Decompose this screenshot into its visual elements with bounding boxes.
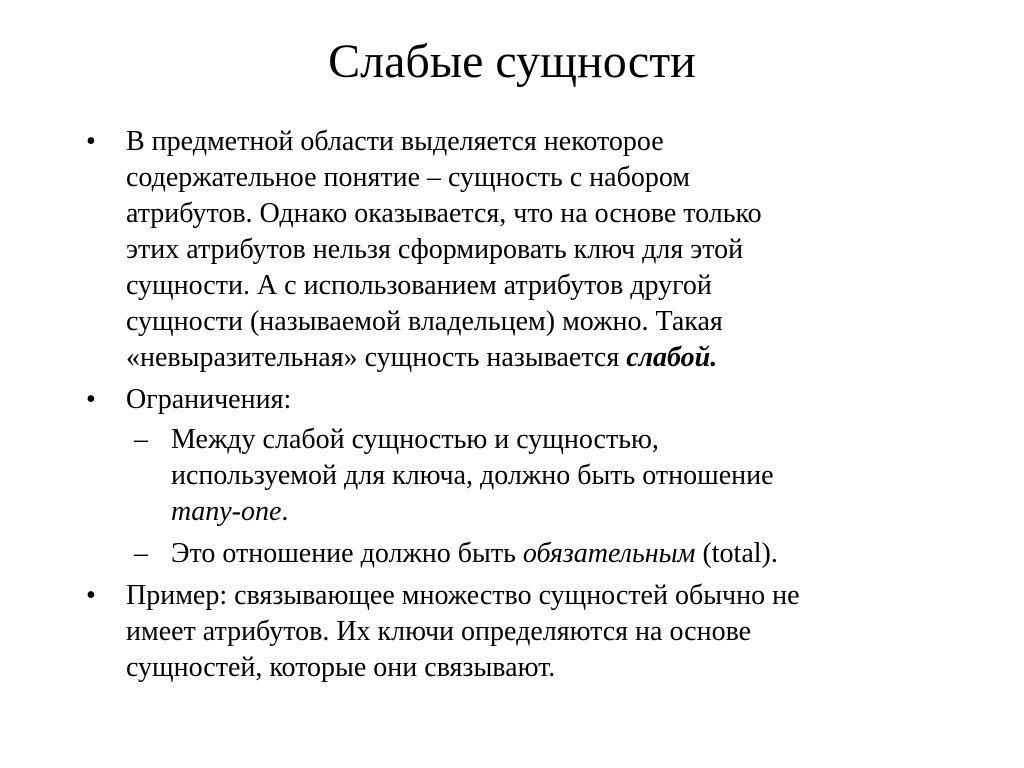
- slide-title: Слабые сущности: [328, 35, 696, 88]
- text-line: атрибутов. Однако оказывается, что на основе только: [126, 198, 762, 229]
- text-line: Между слабой сущностью и сущностью,: [171, 424, 659, 455]
- text-line: имеет атрибутов. Их ключи определяются на основе: [126, 616, 752, 647]
- text-line: Ограничения:: [126, 384, 292, 415]
- text-line: сущности. А с использованием атрибутов другой: [126, 270, 712, 301]
- bullet-item-example: [0, 578, 1024, 686]
- text-line: этих атрибутов нельзя сформировать ключ для этой: [126, 234, 744, 265]
- bullet-text: [126, 382, 996, 418]
- text-plain: «невыразительная» сущность называется: [126, 342, 627, 373]
- bullet-marker: •: [86, 384, 96, 415]
- sub-item-total: [0, 536, 1024, 572]
- bullet-text: [126, 578, 996, 686]
- text-line: содержательное понятие – сущность с набором: [126, 162, 691, 193]
- text-line: сущности (называемой владельцем) можно. Такая: [126, 306, 723, 337]
- text-line: Пример: связывающее множество сущностей обычно не: [126, 580, 800, 611]
- emphasis-term: слабой.: [626, 342, 718, 373]
- text-line: сущностей, которые они связывают.: [126, 652, 556, 683]
- bullet-list: [0, 124, 1024, 686]
- dash-marker: –: [134, 424, 148, 455]
- text-plain: Это отношение должно быть: [171, 538, 523, 569]
- italic-term: обязательным: [522, 538, 696, 569]
- dash-marker: –: [134, 538, 148, 569]
- sub-item-text: [171, 422, 1001, 530]
- bullet-item-constraints: [0, 382, 1024, 418]
- text-line: [171, 536, 1001, 572]
- text-line: используемой для ключа, должно быть отношение: [171, 460, 774, 491]
- text-plain: .: [281, 496, 289, 527]
- text-line: В предметной области выделяется некоторое: [126, 126, 664, 157]
- text-plain: (total).: [695, 538, 778, 569]
- bullet-item-weak-entity-definition: [0, 124, 1024, 376]
- bullet-marker: •: [86, 580, 96, 611]
- sub-item-text: [171, 536, 1001, 572]
- bullet-marker: •: [86, 126, 96, 157]
- text-line-last: [171, 494, 1001, 530]
- italic-term: many-one: [171, 496, 282, 527]
- text-line-last: [126, 340, 996, 376]
- bullet-text: [126, 124, 996, 376]
- sub-item-many-one: [0, 422, 1024, 530]
